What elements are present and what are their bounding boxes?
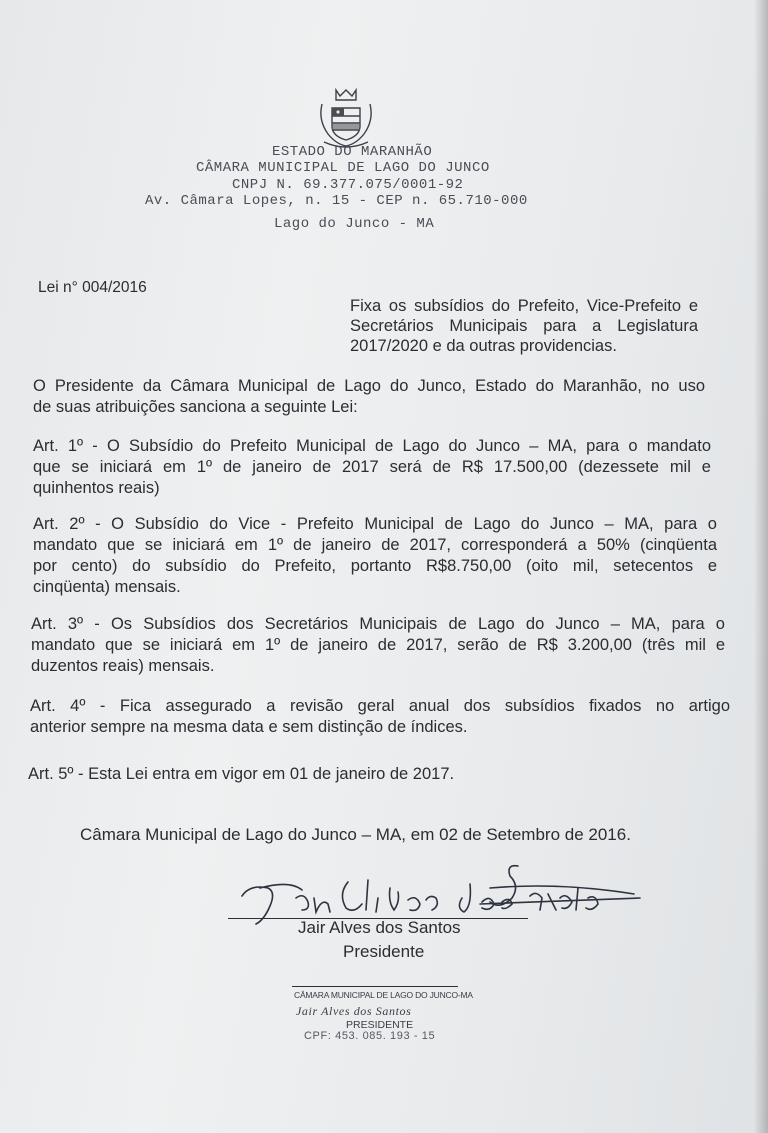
article-line: Art. 5º - Esta Lei entra em vigor em 01 de janeiro de 2017. <box>28 765 455 783</box>
signer-title: Presidente <box>343 942 425 961</box>
article-line: mandato que se iniciará em 1º de janeiro de 2017, corresponderá a 50% (cinqüenta <box>33 536 717 554</box>
summary-line: 2017/2020 e da outras providencias. <box>350 337 617 355</box>
article-5 <box>28 764 728 785</box>
preamble-line: O Presidente da Câmara Municipal de Lago do Junco, Estado do Maranhão, no uso <box>33 377 705 395</box>
stamp-line <box>292 986 458 987</box>
article-line: quinhentos reais) <box>33 479 160 497</box>
article-line: por cento) do subsídio do Prefeito, portanto R$8.750,00 (oito mil, setecentos e <box>33 557 717 575</box>
stamp-name: Jair Alves dos Santos <box>296 1004 412 1018</box>
preamble <box>33 376 705 418</box>
article-4 <box>30 696 730 738</box>
header-cnpj: CNPJ N. 69.377.075/0001-92 <box>232 177 464 193</box>
summary-line: Fixa os subsídios do Prefeito, Vice-Prefeito e <box>350 297 698 315</box>
article-line: que se iniciará em 1º de janeiro de 2017 será de R$ 17.500,00 (dezessete mil e <box>33 458 711 476</box>
preamble-line: de suas atribuições sanciona a seguinte Lei: <box>33 398 358 416</box>
header-city: Lago do Junco - MA <box>274 216 435 232</box>
header-address: Av. Câmara Lopes, n. 15 - CEP n. 65.710-000 <box>145 193 528 209</box>
article-line: Art. 4º - Fica assegurado a revisão geral anual dos subsídios fixados no artigo <box>30 697 730 715</box>
article-3 <box>31 614 725 677</box>
closing-date: Câmara Municipal de Lago do Junco – MA, em 02 de Setembro de 2016. <box>80 825 631 844</box>
article-line: Art. 2º - O Subsídio do Vice - Prefeito Municipal de Lago do Junco – MA, para o <box>33 515 717 533</box>
stamp-chamber: CÂMARA MUNICIPAL DE LAGO DO JUNCO-MA <box>294 990 473 1000</box>
article-line: mandato que se iniciará em 1º de janeiro de 2017, serão de R$ 3.200,00 (três mil e <box>31 636 725 654</box>
article-line: anterior sempre na mesma data e sem distinção de índices. <box>30 718 468 736</box>
header-chamber: CÂMARA MUNICIPAL DE LAGO DO JUNCO <box>196 160 490 176</box>
article-line: Art. 3º - Os Subsídios dos Secretários Municipais de Lago do Junco – MA, para o <box>31 615 725 633</box>
header-state: ESTADO DO MARANHÃO <box>272 144 433 160</box>
article-line: cinqüenta) mensais. <box>33 578 181 596</box>
article-line: Art. 1º - O Subsídio do Prefeito Municipal de Lago do Junco – MA, para o mandato <box>33 437 711 455</box>
article-line: duzentos reais) mensais. <box>31 657 215 675</box>
coat-of-arms-icon <box>312 86 380 150</box>
stamp-title: PRESIDENTE <box>346 1019 414 1031</box>
summary-line: Secretários Municipais para a Legislatura <box>350 317 698 335</box>
signer-name: Jair Alves dos Santos <box>298 918 461 937</box>
article-1 <box>33 436 711 499</box>
law-number: Lei n° 004/2016 <box>38 279 147 296</box>
article-2 <box>33 514 717 598</box>
law-summary <box>350 296 698 356</box>
stamp-cpf: CPF: 453. 085. 193 - 15 <box>304 1030 436 1042</box>
